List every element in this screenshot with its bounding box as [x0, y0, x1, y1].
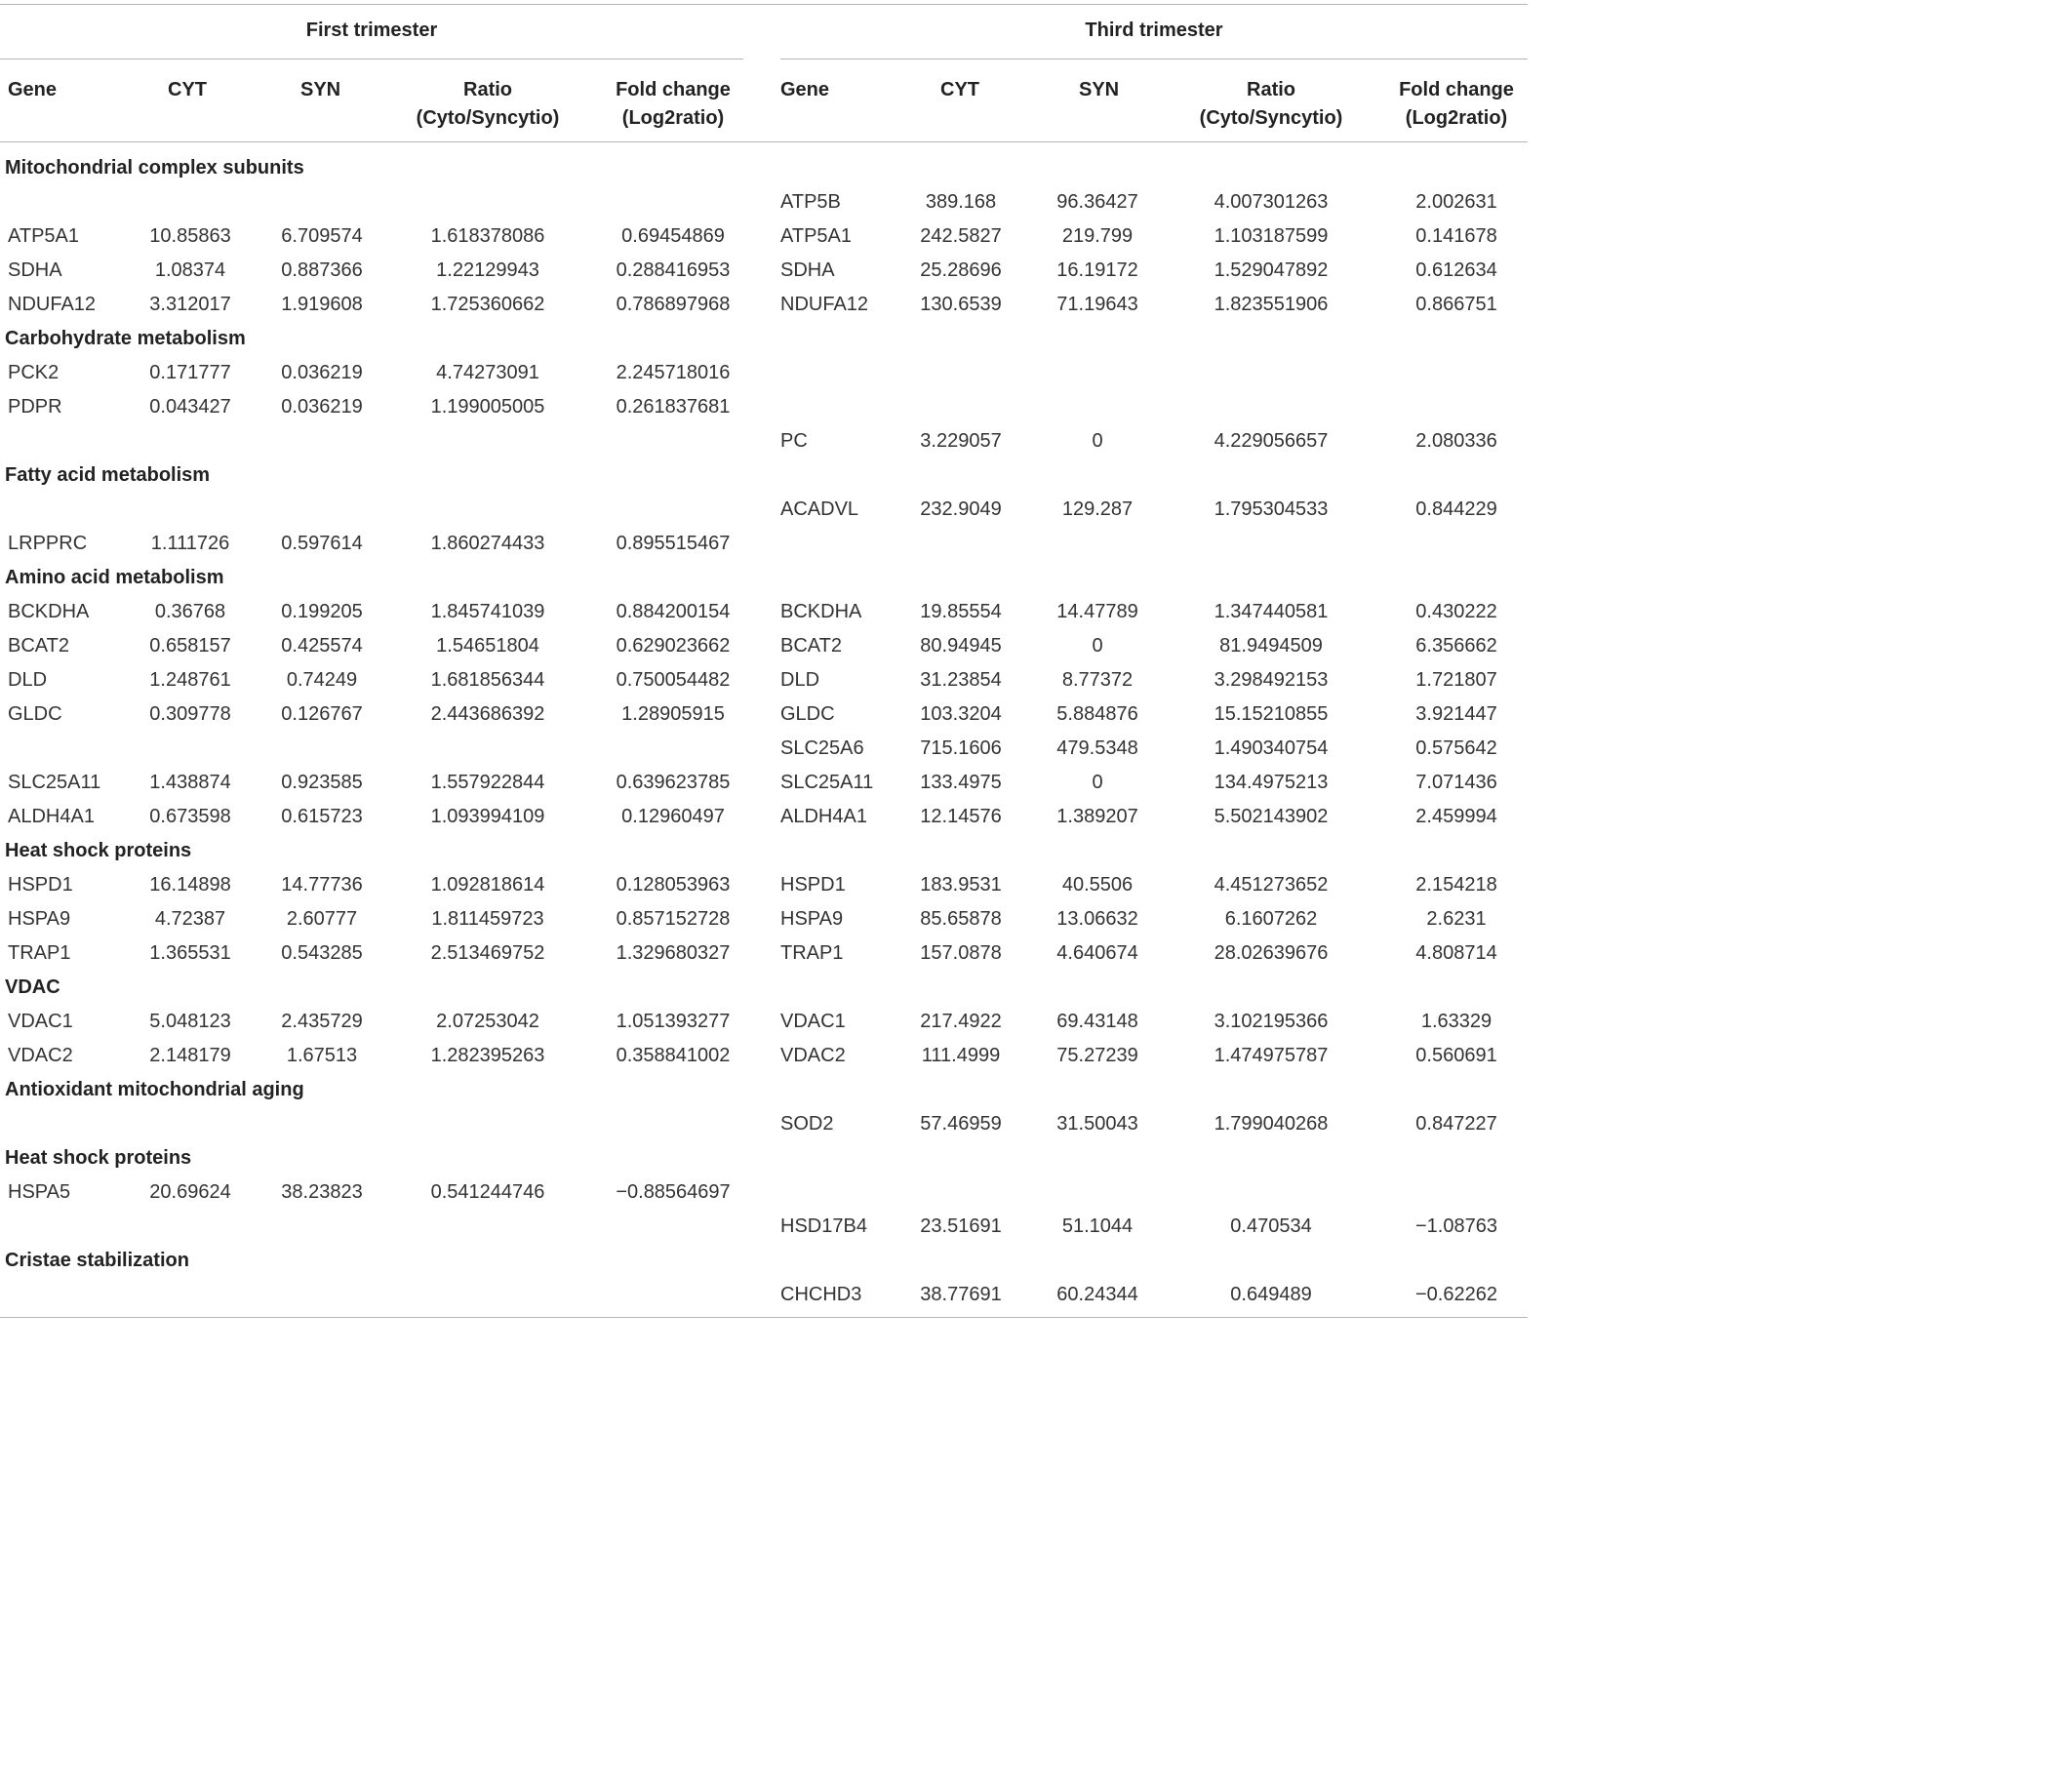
third-syn-cell: 0	[1092, 772, 1103, 793]
first-fold-cell: 0.639623785	[616, 772, 731, 793]
first-ratio-cell: 2.443686392	[430, 703, 545, 725]
first-syn-cell: 6.709574	[281, 225, 363, 247]
third-gene-cell: SLC25A11	[780, 772, 874, 793]
third-ratio-cell: 1.529047892	[1214, 259, 1329, 281]
first-cyt-cell: 1.248761	[149, 669, 231, 691]
third-fold-cell: 6.356662	[1415, 635, 1497, 657]
third-cyt-cell: 242.5827	[920, 225, 1002, 247]
first-syn-cell: 0.543285	[281, 942, 363, 964]
first-cyt-cell: 0.043427	[149, 396, 231, 418]
third-cyt-cell: 25.28696	[920, 259, 1002, 281]
first-fold-cell: 0.629023662	[616, 635, 731, 657]
third-syn-cell: 0	[1092, 430, 1103, 452]
first-fold-cell: 0.857152728	[616, 908, 731, 930]
first-fold-cell: 2.245718016	[616, 362, 731, 383]
first-cyt-cell: 1.111726	[150, 533, 230, 554]
third-syn-cell: 4.640674	[1056, 942, 1138, 964]
section-heading: Carbohydrate metabolism	[5, 328, 246, 349]
first-cyt-cell: 5.048123	[149, 1011, 231, 1032]
third-ratio-cell: 1.799040268	[1214, 1113, 1329, 1135]
first-cyt-cell: 1.438874	[149, 772, 231, 793]
third-syn-cell: 13.06632	[1056, 908, 1138, 930]
first-cyt-cell: 10.85863	[149, 225, 231, 247]
third-gene-cell: VDAC2	[780, 1045, 846, 1066]
first-cyt-cell: 0.673598	[149, 806, 231, 827]
first-cyt-cell: 0.309778	[149, 703, 231, 725]
third-fold-cell: 2.080336	[1415, 430, 1497, 452]
third-fold-cell: 2.6231	[1426, 908, 1487, 930]
third-ratio-cell: 134.4975213	[1214, 772, 1329, 793]
first-cyt-cell: 3.312017	[149, 294, 231, 315]
third-gene-cell: PC	[780, 430, 808, 452]
third-syn-cell: 71.19643	[1056, 294, 1138, 315]
first-ratio-cell: 1.282395263	[430, 1045, 545, 1066]
first-fold-cell: 0.128053963	[616, 874, 731, 896]
first-syn-cell: 0.199205	[281, 601, 363, 622]
third-cyt-cell: 133.4975	[920, 772, 1002, 793]
first-ratio-cell: 1.845741039	[430, 601, 545, 622]
first-syn-cell: 0.036219	[281, 396, 363, 418]
first-syn-cell: 14.77736	[281, 874, 363, 896]
third-fold-cell: 2.154218	[1415, 874, 1497, 896]
col-fold-sub-third: (Log2ratio)	[1405, 107, 1508, 129]
first-ratio-cell: 1.725360662	[430, 294, 545, 315]
third-gene-cell: SLC25A6	[780, 737, 864, 759]
col-ratio-third: Ratio	[1247, 79, 1295, 100]
third-ratio-cell: 4.229056657	[1214, 430, 1329, 452]
col-ratio-first: Ratio	[463, 79, 512, 100]
third-gene-cell: VDAC1	[780, 1011, 846, 1032]
third-cyt-cell: 19.85554	[920, 601, 1002, 622]
third-ratio-cell: 81.9494509	[1219, 635, 1323, 657]
third-syn-cell: 16.19172	[1056, 259, 1138, 281]
third-cyt-cell: 80.94945	[920, 635, 1002, 657]
third-fold-cell: 0.141678	[1415, 225, 1497, 247]
col-cyt-first: CYT	[168, 79, 207, 100]
first-syn-cell: 0.036219	[281, 362, 363, 383]
first-ratio-cell: 1.681856344	[430, 669, 545, 691]
third-ratio-cell: 1.795304533	[1214, 498, 1329, 520]
first-cyt-cell: 0.171777	[149, 362, 231, 383]
first-cyt-cell: 2.148179	[149, 1045, 231, 1066]
third-cyt-cell: 130.6539	[920, 294, 1002, 315]
first-fold-cell: 0.69454869	[621, 225, 725, 247]
section-heading: Fatty acid metabolism	[5, 464, 211, 486]
section-heading: Antioxidant mitochondrial aging	[5, 1079, 304, 1100]
first-ratio-cell: 1.54651804	[436, 635, 539, 657]
first-ratio-cell: 2.513469752	[430, 942, 545, 964]
third-cyt-cell: 31.23854	[920, 669, 1002, 691]
third-cyt-cell: 389.168	[925, 191, 997, 213]
first-syn-cell: 0.923585	[281, 772, 363, 793]
third-gene-cell: TRAP1	[780, 942, 844, 964]
third-fold-cell: 0.430222	[1415, 601, 1497, 622]
first-cyt-cell: 16.14898	[149, 874, 231, 896]
first-trimester-heading: First trimester	[305, 20, 438, 41]
third-ratio-cell: 6.1607262	[1224, 908, 1318, 930]
first-syn-cell: 1.919608	[281, 294, 363, 315]
first-syn-cell: 0.74249	[286, 669, 358, 691]
first-gene-cell: HSPA9	[8, 908, 71, 930]
third-ratio-cell: 3.298492153	[1214, 669, 1329, 691]
third-fold-cell: 4.808714	[1415, 942, 1497, 964]
third-syn-cell: 69.43148	[1056, 1011, 1138, 1032]
third-syn-cell: 219.799	[1061, 225, 1134, 247]
first-gene-cell: SDHA	[8, 259, 62, 281]
third-ratio-cell: 1.490340754	[1214, 737, 1329, 759]
third-ratio-cell: 3.102195366	[1214, 1011, 1329, 1032]
first-syn-cell: 0.126767	[281, 703, 363, 725]
section-heading: Heat shock proteins	[5, 1147, 192, 1169]
col-syn-first: SYN	[300, 79, 341, 100]
col-fold-third: Fold change	[1399, 79, 1514, 100]
third-gene-cell: BCAT2	[780, 635, 842, 657]
first-ratio-cell: 1.557922844	[430, 772, 545, 793]
third-fold-cell: 3.921447	[1415, 703, 1497, 725]
section-heading: VDAC	[5, 976, 60, 998]
third-syn-cell: 40.5506	[1061, 874, 1134, 896]
third-cyt-cell: 232.9049	[920, 498, 1002, 520]
third-cyt-cell: 157.0878	[920, 942, 1002, 964]
first-ratio-cell: 1.811459723	[431, 908, 544, 930]
first-syn-cell: 2.60777	[286, 908, 358, 930]
third-syn-cell: 31.50043	[1056, 1113, 1138, 1135]
first-gene-cell: HSPA5	[8, 1181, 71, 1203]
third-syn-cell: 0	[1092, 635, 1103, 657]
col-syn-third: SYN	[1079, 79, 1120, 100]
first-fold-cell: 0.261837681	[616, 396, 731, 418]
third-trimester-heading: Third trimester	[1085, 20, 1223, 41]
first-ratio-cell: 1.860274433	[430, 533, 545, 554]
third-cyt-cell: 12.14576	[920, 806, 1002, 827]
first-gene-cell: VDAC1	[8, 1011, 73, 1032]
first-fold-cell: 0.12960497	[621, 806, 725, 827]
third-ratio-cell: 15.15210855	[1214, 703, 1329, 725]
third-cyt-cell: 183.9531	[920, 874, 1002, 896]
first-syn-cell: 2.435729	[281, 1011, 363, 1032]
first-gene-cell: PCK2	[8, 362, 60, 383]
first-gene-cell: VDAC2	[8, 1045, 73, 1066]
first-syn-cell: 0.615723	[281, 806, 363, 827]
third-ratio-cell: 1.347440581	[1214, 601, 1329, 622]
first-syn-cell: 38.23823	[281, 1181, 363, 1203]
first-fold-cell: 0.288416953	[616, 259, 731, 281]
third-cyt-cell: 715.1606	[920, 737, 1002, 759]
third-fold-cell: 1.721807	[1415, 669, 1497, 691]
third-group-rule	[780, 59, 1528, 60]
first-gene-cell: TRAP1	[8, 942, 71, 964]
third-fold-cell: 1.63329	[1420, 1011, 1493, 1032]
third-fold-cell: 0.847227	[1415, 1113, 1497, 1135]
third-fold-cell: 0.844229	[1415, 498, 1497, 520]
third-fold-cell: 2.459994	[1415, 806, 1497, 827]
third-syn-cell: 479.5348	[1056, 737, 1138, 759]
third-syn-cell: 5.884876	[1056, 703, 1138, 725]
third-fold-cell: 0.575642	[1415, 737, 1497, 759]
third-cyt-cell: 111.4999	[921, 1045, 1001, 1066]
first-ratio-cell: 2.07253042	[436, 1011, 539, 1032]
third-gene-cell: GLDC	[780, 703, 835, 725]
first-gene-cell: ALDH4A1	[8, 806, 95, 827]
third-gene-cell: ACADVL	[780, 498, 859, 520]
third-fold-cell: 0.866751	[1415, 294, 1497, 315]
first-gene-cell: ATP5A1	[8, 225, 79, 247]
third-gene-cell: HSPD1	[780, 874, 846, 896]
first-group-rule	[0, 59, 743, 60]
first-fold-cell: 0.884200154	[616, 601, 731, 622]
third-gene-cell: CHCHD3	[780, 1284, 862, 1305]
first-cyt-cell: 0.658157	[149, 635, 231, 657]
first-fold-cell: 1.051393277	[616, 1011, 731, 1032]
third-syn-cell: 14.47789	[1056, 601, 1138, 622]
third-syn-cell: 129.287	[1061, 498, 1134, 520]
third-ratio-cell: 1.474975787	[1214, 1045, 1329, 1066]
first-syn-cell: 0.597614	[281, 533, 363, 554]
first-gene-cell: NDUFA12	[8, 294, 97, 315]
section-heading: Amino acid metabolism	[5, 567, 224, 588]
third-gene-cell: ATP5A1	[780, 225, 852, 247]
first-cyt-cell: 0.36768	[154, 601, 226, 622]
first-ratio-cell: 1.618378086	[430, 225, 545, 247]
third-gene-cell: SOD2	[780, 1113, 834, 1135]
third-ratio-cell: 5.502143902	[1214, 806, 1329, 827]
section-heading: Cristae stabilization	[5, 1250, 189, 1271]
first-syn-cell: 0.887366	[281, 259, 363, 281]
third-fold-cell: −0.62262	[1415, 1284, 1497, 1305]
third-ratio-cell: 0.470534	[1230, 1215, 1312, 1237]
col-ratio-sub-third: (Cyto/Syncytio)	[1199, 107, 1343, 129]
first-cyt-cell: 20.69624	[149, 1181, 231, 1203]
first-gene-cell: HSPD1	[8, 874, 73, 896]
header-rule	[0, 141, 1528, 142]
third-fold-cell: 7.071436	[1415, 772, 1497, 793]
third-gene-cell: SDHA	[780, 259, 835, 281]
first-cyt-cell: 1.365531	[149, 942, 231, 964]
third-syn-cell: 51.1044	[1061, 1215, 1134, 1237]
first-gene-cell: DLD	[8, 669, 48, 691]
first-fold-cell: 1.28905915	[621, 703, 725, 725]
first-gene-cell: LRPPRC	[8, 533, 88, 554]
third-syn-cell: 60.24344	[1056, 1284, 1138, 1305]
third-syn-cell: 75.27239	[1056, 1045, 1138, 1066]
third-gene-cell: ALDH4A1	[780, 806, 867, 827]
third-cyt-cell: 38.77691	[920, 1284, 1002, 1305]
third-gene-cell: HSD17B4	[780, 1215, 867, 1237]
third-ratio-cell: 4.007301263	[1214, 191, 1329, 213]
section-heading: Mitochondrial complex subunits	[5, 157, 304, 179]
first-gene-cell: BCAT2	[8, 635, 69, 657]
col-gene-first: Gene	[8, 79, 58, 100]
third-fold-cell: 2.002631	[1415, 191, 1497, 213]
first-fold-cell: 1.329680327	[616, 942, 731, 964]
third-syn-cell: 8.77372	[1061, 669, 1134, 691]
first-syn-cell: 1.67513	[286, 1045, 358, 1066]
col-cyt-third: CYT	[940, 79, 979, 100]
first-ratio-cell: 4.74273091	[436, 362, 539, 383]
col-ratio-sub-first: (Cyto/Syncytio)	[416, 107, 560, 129]
first-cyt-cell: 4.72387	[154, 908, 226, 930]
first-fold-cell: 0.750054482	[616, 669, 731, 691]
col-fold-sub-first: (Log2ratio)	[621, 107, 725, 129]
first-gene-cell: PDPR	[8, 396, 62, 418]
third-fold-cell: 0.560691	[1415, 1045, 1497, 1066]
first-fold-cell: 0.895515467	[616, 533, 731, 554]
first-ratio-cell: 1.092818614	[430, 874, 545, 896]
third-gene-cell: ATP5B	[780, 191, 841, 213]
third-ratio-cell: 1.823551906	[1214, 294, 1329, 315]
top-rule	[0, 4, 1528, 5]
third-cyt-cell: 85.65878	[920, 908, 1002, 930]
third-ratio-cell: 4.451273652	[1214, 874, 1329, 896]
first-cyt-cell: 1.08374	[154, 259, 226, 281]
third-gene-cell: DLD	[780, 669, 820, 691]
third-ratio-cell: 28.02639676	[1214, 942, 1329, 964]
first-ratio-cell: 1.199005005	[430, 396, 545, 418]
first-gene-cell: BCKDHA	[8, 601, 90, 622]
third-gene-cell: NDUFA12	[780, 294, 869, 315]
first-ratio-cell: 0.541244746	[430, 1181, 545, 1203]
third-cyt-cell: 3.229057	[920, 430, 1002, 452]
section-heading: Heat shock proteins	[5, 840, 192, 861]
third-cyt-cell: 103.3204	[920, 703, 1002, 725]
third-cyt-cell: 23.51691	[920, 1215, 1002, 1237]
third-syn-cell: 96.36427	[1056, 191, 1138, 213]
first-syn-cell: 0.425574	[281, 635, 363, 657]
first-fold-cell: −0.88564697	[616, 1181, 731, 1203]
first-ratio-cell: 1.093994109	[430, 806, 545, 827]
col-gene-third: Gene	[780, 79, 830, 100]
first-gene-cell: SLC25A11	[8, 772, 101, 793]
first-fold-cell: 0.358841002	[616, 1045, 731, 1066]
first-fold-cell: 0.786897968	[616, 294, 731, 315]
third-cyt-cell: 57.46959	[920, 1113, 1002, 1135]
third-gene-cell: HSPA9	[780, 908, 844, 930]
bottom-rule	[0, 1317, 1528, 1318]
first-ratio-cell: 1.22129943	[436, 259, 539, 281]
third-cyt-cell: 217.4922	[920, 1011, 1002, 1032]
col-fold-first: Fold change	[616, 79, 731, 100]
third-ratio-cell: 1.103187599	[1214, 225, 1329, 247]
third-fold-cell: −1.08763	[1415, 1215, 1497, 1237]
third-gene-cell: BCKDHA	[780, 601, 862, 622]
third-fold-cell: 0.612634	[1415, 259, 1497, 281]
third-ratio-cell: 0.649489	[1230, 1284, 1312, 1305]
first-gene-cell: GLDC	[8, 703, 62, 725]
third-syn-cell: 1.389207	[1056, 806, 1138, 827]
